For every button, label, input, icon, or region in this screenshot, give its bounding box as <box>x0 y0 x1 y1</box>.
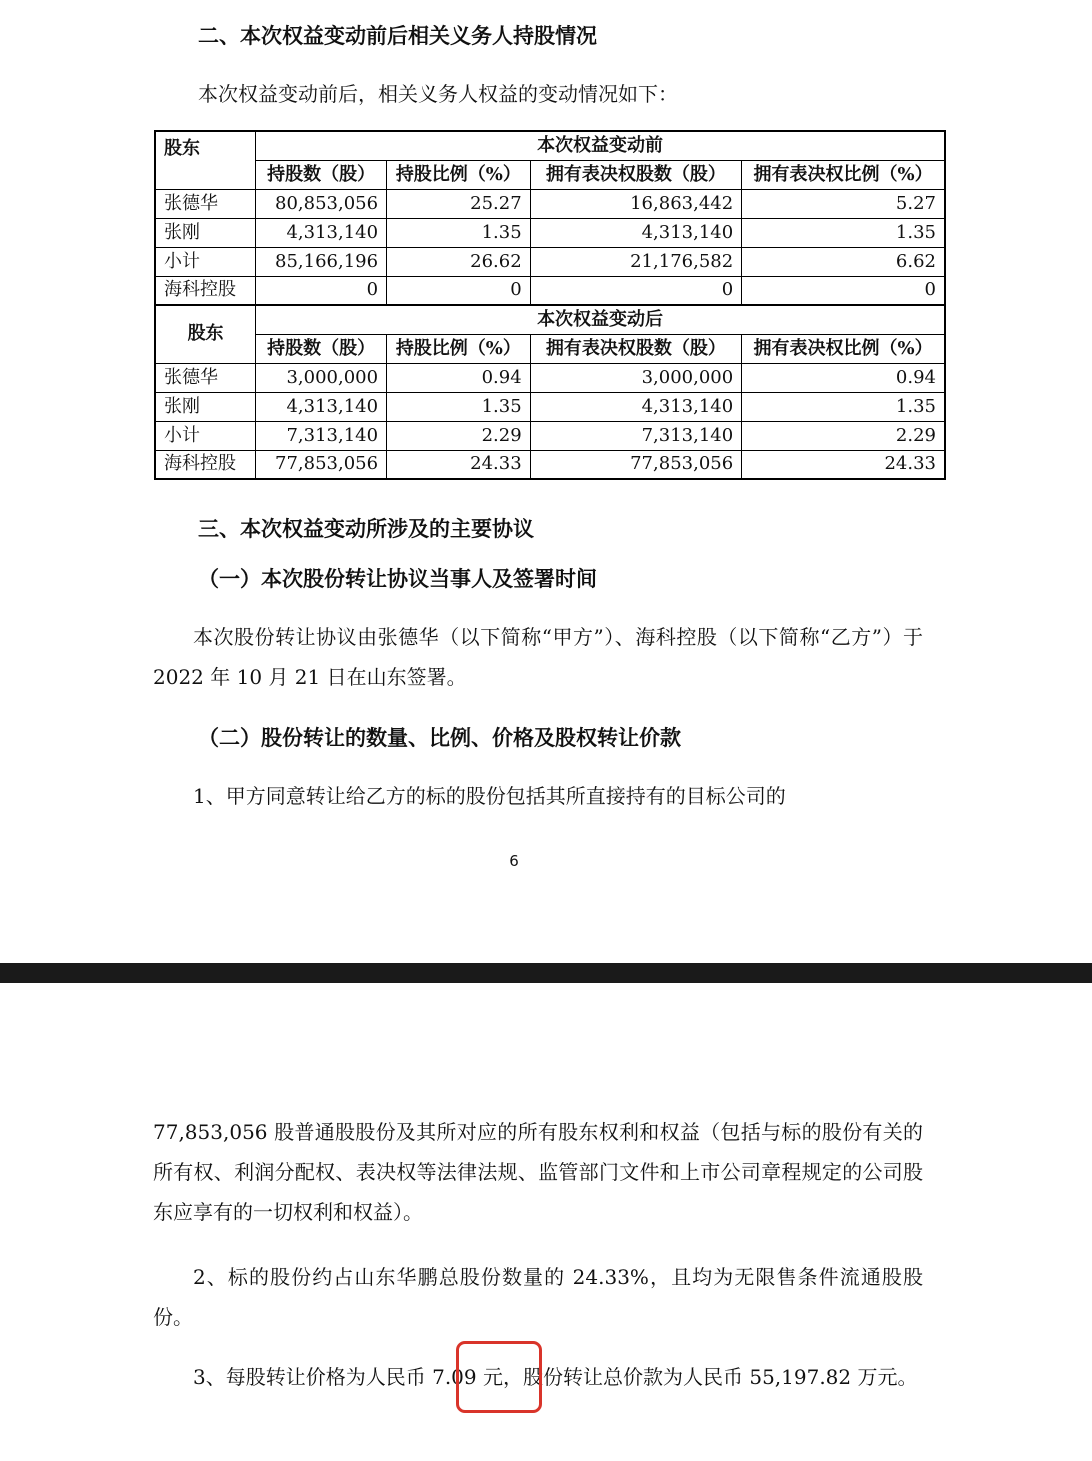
cell-shares: 7,313,140 <box>256 421 387 450</box>
cell-vote-ratio: 0.94 <box>742 363 945 392</box>
cell-vote-ratio: 6.62 <box>742 247 945 276</box>
cell-shares: 4,313,140 <box>256 218 387 247</box>
cell-ratio: 0 <box>387 276 531 305</box>
cell-vote-ratio: 2.29 <box>742 421 945 450</box>
row-name: 海科控股 <box>155 450 256 479</box>
section2-title: 二、本次权益变动前后相关义务人持股情况 <box>198 23 597 48</box>
column-header: 拥有表决权股数（股） <box>530 160 742 189</box>
cell-vote-ratio: 5.27 <box>742 189 945 218</box>
shareholder-header-after: 股东 <box>155 305 256 363</box>
page-separator <box>0 963 1092 983</box>
table-row <box>155 189 945 218</box>
cell-shares: 0 <box>256 276 387 305</box>
column-header: 拥有表决权比例（%） <box>742 160 945 189</box>
table-row <box>155 421 945 450</box>
subsection1-title: （一）本次股份转让协议当事人及签署时间 <box>198 566 597 591</box>
row-name: 张刚 <box>155 392 256 421</box>
cell-shares: 4,313,140 <box>256 392 387 421</box>
cell-vote-shares: 16,863,442 <box>530 189 742 218</box>
section2-intro: 本次权益变动前后，相关义务人权益的变动情况如下： <box>198 82 678 106</box>
cell-vote-ratio: 1.35 <box>742 392 945 421</box>
cell-vote-ratio: 24.33 <box>742 450 945 479</box>
column-header: 持股数（股） <box>256 160 387 189</box>
table-row <box>155 392 945 421</box>
cell-vote-shares: 21,176,582 <box>530 247 742 276</box>
table-row <box>155 450 945 479</box>
row-name: 小计 <box>155 247 256 276</box>
cell-ratio: 25.27 <box>387 189 531 218</box>
shareholding-table <box>154 130 946 480</box>
after-change-title: 本次权益变动后 <box>256 305 945 334</box>
row-name: 张刚 <box>155 218 256 247</box>
row-name: 海科控股 <box>155 276 256 305</box>
cell-ratio: 24.33 <box>387 450 531 479</box>
table-row <box>155 363 945 392</box>
column-header: 持股比例（%） <box>387 334 531 363</box>
row-name: 张德华 <box>155 189 256 218</box>
row-name: 张德华 <box>155 363 256 392</box>
item3-prefix: 3、每股转让价格为人民币 <box>193 1365 433 1389</box>
cell-vote-ratio: 1.35 <box>742 218 945 247</box>
section3-title: 三、本次权益变动所涉及的主要协议 <box>198 516 534 541</box>
cell-ratio: 26.62 <box>387 247 531 276</box>
cell-ratio: 1.35 <box>387 392 531 421</box>
cell-vote-shares: 77,853,056 <box>530 450 742 479</box>
item3-suffix: ，股份转让总价款为人民币 55,197.82 万元。 <box>502 1365 918 1389</box>
page-number: 6 <box>509 852 519 870</box>
table-row <box>155 247 945 276</box>
column-header: 持股比例（%） <box>387 160 531 189</box>
subsection2-title: （二）股份转让的数量、比例、价格及股权转让价款 <box>198 725 681 750</box>
cell-ratio: 0.94 <box>387 363 531 392</box>
cell-vote-shares: 4,313,140 <box>530 218 742 247</box>
row-name: 小计 <box>155 421 256 450</box>
cell-ratio: 2.29 <box>387 421 531 450</box>
cell-shares: 85,166,196 <box>256 247 387 276</box>
shareholder-header-before: 股东 <box>155 131 256 189</box>
cell-vote-ratio: 0 <box>742 276 945 305</box>
cell-shares: 77,853,056 <box>256 450 387 479</box>
price-highlight-box <box>456 1341 542 1413</box>
item1-paragraph-continued: 77,853,056 股普通股股份及其所对应的所有股东权利和权益（包括与标的股份有关的所有权、利润分配权、表决权等法律法规、监管部门文件和上市公司章程规定的公司股东应享有的一切权利和权益）。 <box>153 1120 923 1224</box>
cell-vote-shares: 0 <box>530 276 742 305</box>
column-header: 持股数（股） <box>256 334 387 363</box>
cell-shares: 3,000,000 <box>256 363 387 392</box>
cell-vote-shares: 3,000,000 <box>530 363 742 392</box>
column-header: 拥有表决权比例（%） <box>742 334 945 363</box>
item2-paragraph: 2、标的股份约占山东华鹏总股份数量的 24.33%，且均为无限售条件流通股股份。 <box>153 1265 923 1329</box>
item3-price: 7.09 元 <box>432 1365 503 1389</box>
cell-vote-shares: 4,313,140 <box>530 392 742 421</box>
before-change-title: 本次权益变动前 <box>256 131 945 160</box>
cell-ratio: 1.35 <box>387 218 531 247</box>
item1-paragraph-start: 1、甲方同意转让给乙方的标的股份包括其所直接持有的目标公司的 <box>193 784 786 808</box>
subsection1-paragraph: 本次股份转让协议由张德华（以下简称“甲方”）、海科控股（以下简称“乙方”）于 2022 年 10 月 21 日在山东签署。 <box>153 625 923 689</box>
cell-vote-shares: 7,313,140 <box>530 421 742 450</box>
cell-shares: 80,853,056 <box>256 189 387 218</box>
column-header: 拥有表决权股数（股） <box>530 334 742 363</box>
table-row <box>155 218 945 247</box>
table-row <box>155 276 945 305</box>
